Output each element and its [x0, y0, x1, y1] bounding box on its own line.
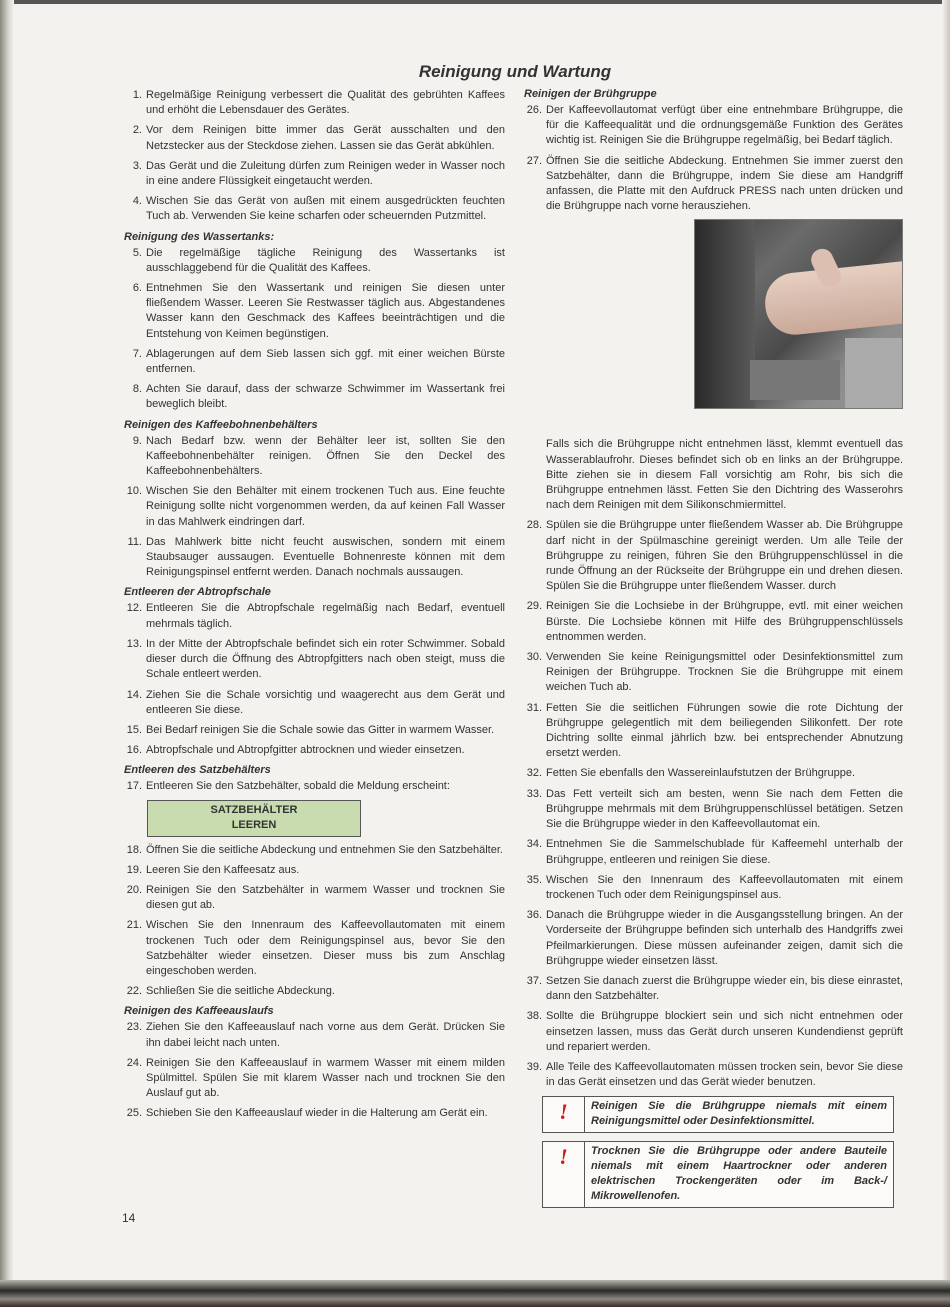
- page-top-edge: [0, 0, 950, 4]
- brew-note-text: Falls sich die Brühgruppe nicht entnehmen lässt, klemmt eventuell das Wasserablaufrohr. Dieses befindet sich ob en links an der Brühgruppe. Bitte ziehen sie in diesem Fall vorsichtig am Rohr, bis sich die Brühgruppe entnehmen lässt. Fetten Sie den Dichtring des Wasserohrs nach dem Reinigen mit dem Silikonschmiermittel.: [546, 438, 903, 512]
- instruction-number: 25.: [126, 1107, 142, 1120]
- instruction-item: [120, 194, 505, 224]
- instruction-text: Verwenden Sie keine Reinigungsmittel oder Desinfektionsmittel zum Reinigen der Brühgruppe. Trocknen Sie die Brühgruppe mit einem weichen Tuch ab.: [546, 651, 903, 694]
- photo-machine-housing: [845, 338, 902, 408]
- instruction-text: Alle Teile des Kaffeevollautomaten müssen trocken sein, bevor Sie diese in das Gerät einsetzen und das Gerät wieder benutzen.: [546, 1060, 903, 1089]
- instruction-number: 20.: [126, 883, 142, 896]
- instruction-text: Regelmäßige Reinigung verbessert die Qualität des gebrühten Kaffees und erhöht die Lebensdauer des Gerätes.: [146, 89, 505, 117]
- instruction-text: Entnehmen Sie die Sammelschublade für Kaffeemehl unterhalb der Brühgruppe, entleeren und reinigen Sie diese.: [546, 838, 903, 866]
- instruction-text: Schließen Sie die seitliche Abdeckung.: [146, 985, 335, 998]
- instruction-item: [120, 883, 505, 913]
- instruction-item: [120, 601, 505, 631]
- right-column: [520, 88, 903, 1216]
- instruction-item: [520, 873, 903, 903]
- instruction-text: Setzen Sie danach zuerst die Brühgruppe wieder ein, bis diese einrastet, dann den Satzbehälter.: [546, 974, 903, 1003]
- instruction-text: Das Gerät und die Zuleitung dürfen zum Reinigen weder in Wasser noch in eine andere Flüssigkeit eingetaucht werden.: [146, 159, 505, 188]
- instruction-item: [120, 918, 505, 979]
- instruction-list: [120, 843, 505, 1000]
- instruction-number: 33.: [526, 787, 542, 800]
- instruction-number: 31.: [526, 701, 542, 714]
- instruction-number: 3.: [132, 159, 142, 172]
- instruction-text: Danach die Brühgruppe wieder in die Ausgangsstellung bringen. An der Vorderseite der Brühgruppe befinden sich unterhalb des Handgriffs zwei Pfeilmarkierungen. Diese müssen aufeinander zeigen, damit sich die Brühgruppe wieder einsetzen lässt.: [546, 909, 903, 967]
- page-binding-shadow: [0, 0, 14, 1307]
- instruction-item: [120, 484, 505, 530]
- warning-text-drying: Trocknen Sie die Brühgruppe oder andere Bauteile niemals mit einem Haartrockner oder anderen elektrischen Trockengeräten oder im Back-/ Mikrowellenofen.: [591, 1145, 887, 1203]
- photo-machine-panel: [695, 220, 755, 408]
- instruction-item: [520, 837, 903, 867]
- page-right-edge: [942, 0, 950, 1307]
- instruction-item: [120, 1056, 505, 1102]
- instruction-number: 14.: [126, 688, 142, 701]
- instruction-item: [520, 103, 903, 149]
- brew-note: [520, 437, 903, 513]
- instruction-item: [120, 434, 505, 480]
- instruction-list: [120, 1020, 505, 1121]
- section-heading-grounds-container: Entleeren des Satzbehälters: [124, 764, 271, 777]
- instruction-text: Entnehmen Sie den Wassertank und reinigen Sie diesen unter fließendem Wasser. Leeren Sie Restwasser täglich aus. Abgestandenes Wasser kann den Geschmack des Kaffees beeinträchtigen und die Entstehung von Keimen begünstigen.: [146, 282, 505, 340]
- instruction-number: 5.: [132, 246, 142, 259]
- instruction-number: 37.: [526, 974, 542, 987]
- instruction-item: [120, 637, 505, 683]
- instruction-text: Wischen Sie den Behälter mit einem trockenen Tuch aus. Eine feuchte Reinigung sollte nicht vorgenommen werden, da auf keinen Fall Wasser in das Mahlwerk eindringen darf.: [146, 485, 505, 528]
- instruction-number: 1.: [132, 89, 142, 101]
- instruction-text: Ziehen Sie die Schale vorsichtig und waagerecht aus dem Gerät und entleeren Sie diese.: [146, 688, 505, 716]
- instruction-item: [120, 535, 505, 581]
- instruction-text: Vor dem Reinigen bitte immer das Gerät ausschalten und den Netzstecker aus der Steckdose ziehen. Lassen sie das Gerät abkühlen.: [146, 124, 505, 152]
- instruction-item: [120, 984, 505, 999]
- instruction-item: [120, 723, 505, 738]
- page-bottom-edge: [0, 1280, 950, 1307]
- instruction-number: 29.: [526, 600, 542, 613]
- brewing-unit-photo: [694, 219, 903, 409]
- instruction-list: [120, 88, 505, 225]
- instruction-text: Öffnen Sie die seitliche Abdeckung und entnehmen Sie den Satzbehälter.: [146, 843, 503, 856]
- instruction-text: Der Kaffeevollautomat verfügt über eine entnehmbare Brühgruppe, die für die Kaffeequalität und die ordnungsgemäße Funktion des Gerätes wichtig ist. Reinigen Sie die Brühgruppe regelmäßig, bei Bedarf täglich.: [546, 104, 903, 147]
- display-message-line-1: SATZBEHÄLTER: [210, 803, 298, 816]
- instruction-text: Die regelmäßige tägliche Reinigung des Wassertanks ist ausschlaggebend für die Qualität des Kaffees.: [146, 246, 505, 274]
- instruction-text: Fetten Sie die seitlichen Führungen sowie die rote Dichtung der Brühgruppe gelegentlich mit dem beiliegenden Silikonfett. Der rote Dichtring sollte einmal jährlich bzw. bei entsprechender Abnutzung ersetzt werden.: [546, 701, 903, 760]
- instruction-number: 12.: [126, 602, 142, 615]
- instruction-number: 2.: [132, 124, 142, 137]
- instruction-text: Wischen Sie den Innenraum des Kaffeevollautomaten mit einem trockenen Tuch oder dem Reinigungspinsel aus, bevor Sie den Satzbehälter wieder einsetzen. Dieser muss bis zum Anschlag eingeschoben werden.: [146, 919, 505, 977]
- instruction-item: [120, 281, 505, 342]
- instruction-text: Reinigen Sie den Satzbehälter in warmem Wasser und trocknen Sie diesen gut ab.: [146, 883, 505, 912]
- instruction-list: [120, 246, 505, 413]
- instruction-item: [120, 123, 505, 153]
- instruction-number: 32.: [526, 767, 542, 780]
- instruction-item: [120, 743, 505, 758]
- instruction-text: Das Fett verteilt sich am besten, wenn Sie nach dem Fetten die Brühgruppe mehrmals mit dem Brühgruppenschlüssel betätigen. Setzen Sie die Brühgruppe wieder in den Kaffeevollautomat ein.: [546, 787, 903, 831]
- instruction-item: [120, 779, 505, 794]
- instruction-item: [120, 688, 505, 718]
- instruction-text: Nach Bedarf bzw. wenn der Behälter leer ist, sollten Sie den Kaffeebohnenbehälter reinigen. Öffnen Sie den Deckel des Kaffeebohnenbehälters.: [146, 434, 505, 478]
- instruction-item: [520, 908, 903, 969]
- instruction-number: 27.: [526, 154, 542, 167]
- instruction-number: 21.: [126, 919, 142, 932]
- instruction-text: In der Mitte der Abtropfschale befindet sich ein roter Schwimmer. Sobald dieser durch die Öffnung des Abtropfgitters nach oben steigt, muss die Schale entleert werden.: [146, 637, 505, 681]
- instruction-text: Sollte die Brühgruppe blockiert sein und sich nicht entnehmen oder einsetzen lassen, muss das Gerät durch unseren Kundendienst geprüft und repariert werden.: [546, 1010, 903, 1053]
- section-heading-bean-container: Reinigen des Kaffeebohnenbehälters: [124, 418, 318, 431]
- instruction-number: 39.: [526, 1060, 542, 1073]
- instruction-list: [120, 601, 505, 758]
- instruction-text: Schieben Sie den Kaffeeauslauf wieder in die Halterung am Gerät ein.: [146, 1107, 488, 1120]
- section-heading-brewing-unit: Reinigen der Brühgruppe: [524, 88, 657, 100]
- instruction-number: 7.: [132, 347, 142, 360]
- instruction-number: 30.: [526, 651, 542, 664]
- instruction-item: [120, 246, 505, 276]
- warning-text-cleaning-agents: Reinigen Sie die Brühgruppe niemals mit einem Reinigungsmittel oder Desinfektionsmittel.: [591, 1100, 887, 1128]
- instruction-item: [520, 518, 903, 594]
- instruction-item: [120, 863, 505, 878]
- instruction-item: [120, 1106, 505, 1121]
- instruction-item: [120, 843, 505, 858]
- instruction-text: Ablagerungen auf dem Sieb lassen sich ggf. mit einer weichen Bürste entfernen.: [146, 347, 505, 376]
- instruction-number: 11.: [127, 535, 142, 548]
- instruction-text: Achten Sie darauf, dass der schwarze Schwimmer im Wassertank frei beweglich bleibt.: [146, 383, 505, 411]
- instruction-list: [120, 434, 505, 581]
- page-number: 14: [122, 1211, 136, 1225]
- section-heading-drip-tray: Entleeren der Abtropfschale: [124, 586, 271, 599]
- warning-box-drying: [542, 1141, 894, 1208]
- instruction-item: [120, 347, 505, 377]
- instruction-text: Entleeren Sie die Abtropfschale regelmäßig nach Bedarf, eventuell mehrmals täglich.: [146, 602, 505, 630]
- section-heading-water-tank: Reinigung des Wassertanks:: [124, 230, 275, 243]
- instruction-number: 10.: [126, 485, 142, 498]
- instruction-number: 18.: [126, 843, 142, 856]
- instruction-text: Öffnen Sie die seitliche Abdeckung. Entnehmen Sie immer zuerst den Satzbehälter, dann die Brühgruppe, indem Sie diese am Handgriff anfassen, die Platte mit den Aufdruck PRESS nach unten drücken und die Brühgruppe nach vorne herausziehen.: [546, 154, 903, 213]
- instruction-text: Ziehen Sie den Kaffeeauslauf nach vorne aus dem Gerät. Drücken Sie ihn dabei leicht nach unten.: [146, 1021, 505, 1049]
- instruction-text: Wischen Sie das Gerät von außen mit einem ausgedrückten feuchten Tuch ab. Verwenden Sie keine scharfen oder scheuernden Putzmittel.: [146, 195, 505, 223]
- instruction-text: Fetten Sie ebenfalls den Wassereinlaufstutzen der Brühgruppe.: [546, 767, 855, 780]
- instruction-item: [120, 88, 505, 118]
- instruction-number: 8.: [132, 383, 142, 396]
- instruction-number: 9.: [132, 434, 142, 447]
- instruction-text: Leeren Sie den Kaffeesatz aus.: [146, 863, 300, 876]
- section-heading-coffee-spout: Reinigen des Kaffeeauslaufs: [124, 1005, 274, 1018]
- instruction-number: 24.: [126, 1056, 142, 1069]
- instruction-number: 36.: [526, 909, 542, 922]
- instruction-item: [120, 159, 505, 189]
- display-message-line-2: LEEREN: [231, 818, 277, 831]
- instruction-text: Spülen sie die Brühgruppe unter fließendem Wasser ab. Die Brühgruppe darf nicht in der Spülmaschine gereinigt werden. Um alle Teile der Brühgruppe zu reinigen, führen Sie den Brühgruppenschlüssel in die runde Öffnung an der Rückseite der Brühgruppe ein und drehen diesen. Spülen Sie die Brühgruppe unter fließendem Wasser. durch: [546, 519, 903, 593]
- page-title: Reinigung und Wartung: [418, 62, 612, 81]
- instruction-number: 16.: [126, 744, 142, 757]
- instruction-number: 19.: [126, 863, 142, 876]
- instruction-item: [120, 382, 505, 412]
- instruction-item: [520, 701, 903, 762]
- instruction-text: Reinigen Sie die Lochsiebe in der Brühgruppe, evtl. mit einer weichen Bürste. Die Lochsiebe können mit Hilfe des Brühgruppenschlüssels entnommen werden.: [546, 600, 903, 643]
- instruction-item: [520, 650, 903, 696]
- photo-machine-slot: [750, 360, 840, 400]
- instruction-number: 28.: [526, 519, 542, 532]
- instruction-number: 22.: [126, 985, 142, 998]
- instruction-number: 35.: [526, 873, 542, 886]
- instruction-text: Reinigen Sie den Kaffeeauslauf in warmem Wasser mit einem milden Spülmittel. Spülen Sie mit klarem Wasser nach und trocknen Sie den Auslauf gut ab.: [146, 1056, 505, 1100]
- instruction-number: 26.: [526, 104, 542, 116]
- warning-box-cleaning-agents: [542, 1096, 894, 1133]
- instruction-item: [120, 1020, 505, 1050]
- instruction-text: Bei Bedarf reinigen Sie die Schale sowie das Gitter in warmem Wasser.: [146, 723, 495, 736]
- instruction-number: 17.: [126, 780, 142, 793]
- instruction-list: [520, 103, 903, 214]
- instruction-text: Das Mahlwerk bitte nicht feucht auswischen, sondern mit einem Staubsauger aussaugen. Eventuelle Bohnenreste können mit dem Reinigungspinsel entfernt werden. Danach nochmals aussaugen.: [146, 535, 505, 579]
- warning-exclamation-icon: !: [543, 1097, 585, 1132]
- left-column: [120, 88, 505, 1127]
- instruction-item: [520, 787, 903, 833]
- warning-exclamation-icon: !: [543, 1142, 585, 1207]
- instruction-text: Entleeren Sie den Satzbehälter, sobald die Meldung erscheint:: [146, 780, 450, 793]
- instruction-item: [520, 154, 903, 215]
- instruction-list: [520, 518, 903, 1090]
- instruction-item: [520, 599, 903, 645]
- instruction-number: 38.: [526, 1010, 542, 1023]
- instruction-number: 34.: [526, 838, 542, 851]
- instruction-number: 23.: [126, 1021, 142, 1034]
- instruction-item: [520, 766, 903, 781]
- instruction-item: [520, 1009, 903, 1055]
- instruction-number: 13.: [126, 637, 142, 650]
- instruction-number: 4.: [132, 195, 142, 208]
- instruction-item: [520, 974, 903, 1004]
- display-message-box: [147, 800, 361, 837]
- instruction-list: [120, 779, 505, 794]
- instruction-number: 6.: [132, 282, 142, 295]
- instruction-item: [520, 1060, 903, 1090]
- instruction-text: Abtropfschale und Abtropfgitter abtrocknen und wieder einsetzen.: [146, 744, 465, 757]
- instruction-text: Wischen Sie den Innenraum des Kaffeevollautomaten mit einem trockenen Tuch oder dem Reinigungspinsel aus.: [546, 873, 903, 901]
- instruction-number: 15.: [126, 723, 142, 736]
